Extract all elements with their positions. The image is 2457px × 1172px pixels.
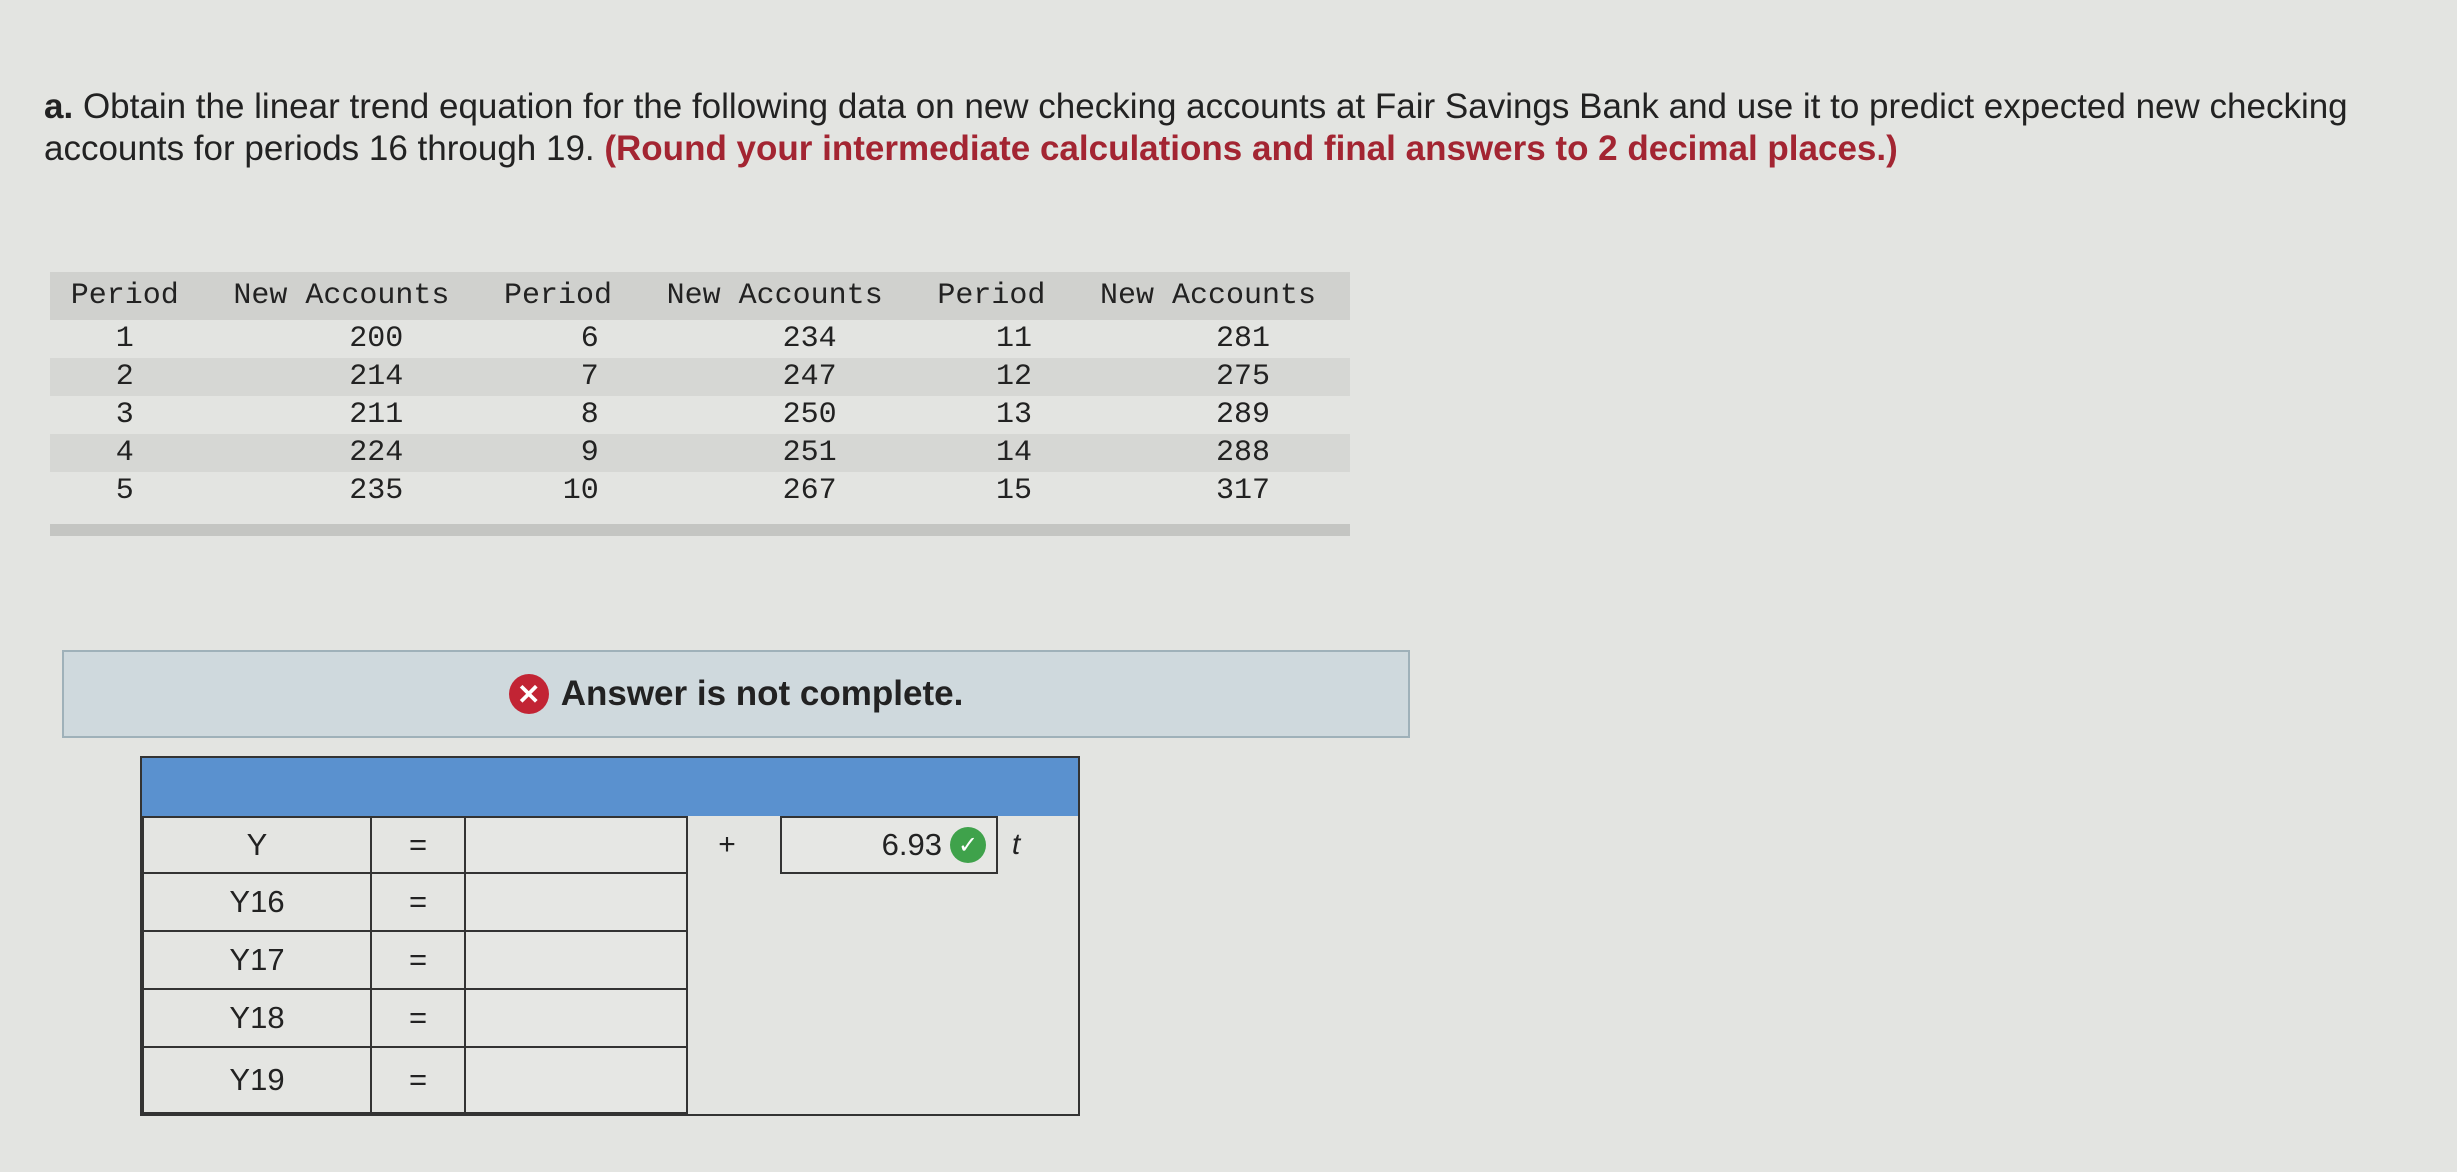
status-text: Answer is not complete. bbox=[560, 674, 964, 713]
check-circle-icon: ✓ bbox=[950, 827, 986, 863]
table-cell: 13 bbox=[996, 398, 1033, 432]
table-cell: 267 bbox=[782, 474, 837, 508]
plus-sign: + bbox=[718, 828, 736, 861]
question-text bbox=[44, 86, 2404, 170]
table-cell: 214 bbox=[199, 358, 483, 396]
row-label-y19: Y19 bbox=[142, 1046, 372, 1114]
table-cell: 200 bbox=[349, 322, 404, 356]
table-row bbox=[50, 358, 1350, 396]
rounding-instruction: (Round your intermediate calculations and final answers to 2 decimal places.) bbox=[604, 129, 1898, 168]
table-cell: 289 bbox=[1215, 398, 1270, 432]
equals-sign: = bbox=[370, 816, 466, 874]
y18-input[interactable] bbox=[464, 988, 688, 1048]
intercept-input[interactable] bbox=[464, 816, 688, 874]
y17-input[interactable] bbox=[464, 930, 688, 990]
equals-sign: = bbox=[370, 872, 466, 932]
header-period-2: Period bbox=[483, 272, 632, 320]
table-cell: 2 bbox=[50, 358, 199, 396]
equals-sign: = bbox=[370, 1046, 466, 1114]
row-label-y18: Y18 bbox=[142, 988, 372, 1048]
header-accounts-1: New Accounts bbox=[199, 272, 483, 320]
table-cell: 15 bbox=[996, 474, 1033, 508]
table-cell: 224 bbox=[199, 434, 483, 472]
table-cell: 247 bbox=[633, 358, 917, 396]
data-table-header-row bbox=[50, 272, 1350, 320]
table-cell: 5 bbox=[115, 474, 134, 508]
table-cell: 211 bbox=[349, 398, 404, 432]
header-period-1: Period bbox=[50, 272, 199, 320]
table-cell: 234 bbox=[782, 322, 837, 356]
table-cell: 250 bbox=[782, 398, 837, 432]
table-row bbox=[50, 472, 1350, 510]
table-cell: 235 bbox=[349, 474, 404, 508]
table-cell: 7 bbox=[483, 358, 632, 396]
table-cell: 3 bbox=[115, 398, 134, 432]
table-cell: 6 bbox=[580, 322, 599, 356]
table-cell: 1 bbox=[115, 322, 134, 356]
y19-input[interactable] bbox=[464, 1046, 688, 1114]
table-cell: 8 bbox=[580, 398, 599, 432]
x-circle-icon: ✕ bbox=[509, 674, 549, 714]
header-accounts-2: New Accounts bbox=[633, 272, 917, 320]
table-cell: 4 bbox=[50, 434, 199, 472]
status-banner bbox=[62, 650, 1410, 738]
table-cell: 281 bbox=[1215, 322, 1270, 356]
table-cell: 12 bbox=[917, 358, 1066, 396]
answer-grid-header bbox=[142, 758, 1078, 816]
data-table bbox=[50, 272, 1350, 510]
header-accounts-3: New Accounts bbox=[1066, 272, 1350, 320]
variable-t: t bbox=[1011, 828, 1021, 861]
equals-sign: = bbox=[370, 988, 466, 1048]
table-cell: 317 bbox=[1215, 474, 1270, 508]
table-row bbox=[50, 396, 1350, 434]
table-cell: 9 bbox=[483, 434, 632, 472]
table-cell: 275 bbox=[1066, 358, 1350, 396]
table-row bbox=[50, 434, 1350, 472]
header-period-3: Period bbox=[917, 272, 1066, 320]
row-label-y: Y bbox=[142, 816, 372, 874]
equals-sign: = bbox=[370, 930, 466, 990]
table-cell: 11 bbox=[996, 322, 1033, 356]
answer-grid bbox=[140, 756, 1080, 1116]
table-bottom-divider bbox=[50, 524, 1350, 536]
slope-value: 6.93 bbox=[881, 827, 942, 862]
table-cell: 14 bbox=[917, 434, 1066, 472]
table-cell: 10 bbox=[562, 474, 599, 508]
empty-answer-region bbox=[686, 872, 1078, 1114]
table-cell: 251 bbox=[633, 434, 917, 472]
table-row bbox=[50, 320, 1350, 358]
row-label-y17: Y17 bbox=[142, 930, 372, 990]
row-label-y16: Y16 bbox=[142, 872, 372, 932]
table-cell: 288 bbox=[1066, 434, 1350, 472]
part-label: a. bbox=[44, 87, 74, 126]
y16-input[interactable] bbox=[464, 872, 688, 932]
slope-input[interactable] bbox=[780, 816, 998, 874]
question-body: Obtain the linear trend equation for the following data on new checking accounts at Fair Savings Bank and use it to predict expected new checking accounts for periods 16 through 19. bbox=[44, 87, 2348, 168]
